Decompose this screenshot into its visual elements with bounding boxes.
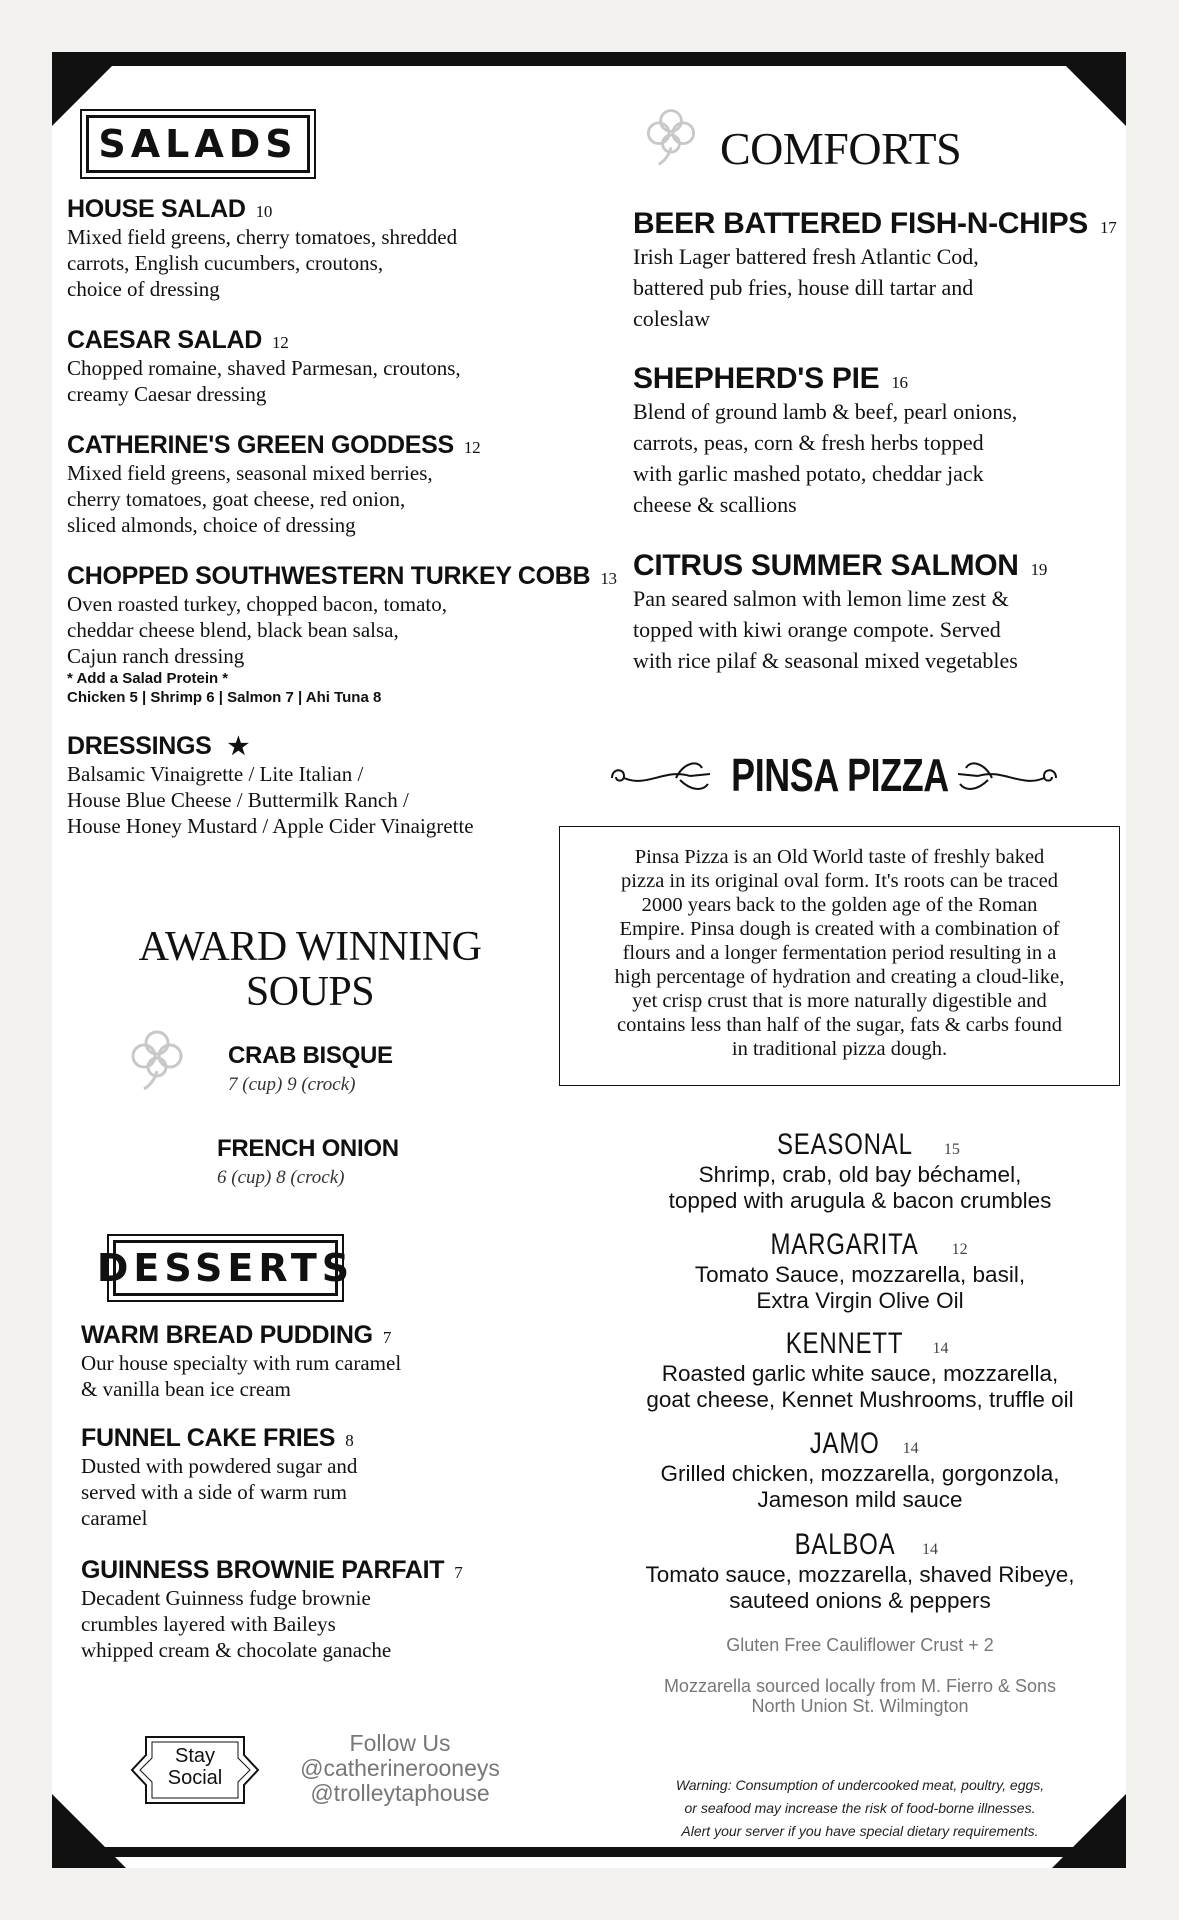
shamrock-icon (122, 1025, 192, 1095)
pizza-item (600, 1528, 1120, 1614)
protein-options: Chicken 5 | Shrimp 6 | Salmon 7 | Ahi Tuna 8 (67, 689, 382, 706)
item-name: FUNNEL CAKE FRIES (81, 1424, 336, 1452)
item-description: Tomato sauce, mozzarella, shaved Ribeye, sauteed onions & peppers (645, 1562, 1075, 1613)
item-name: CATHERINE'S GREEN GODDESS (67, 431, 454, 459)
dressings-list: Balsamic Vinaigrette / Lite Italian / House Blue Cheese / Buttermilk Ranch / House Honey Mustard / Apple Cider Vinaigrette (67, 762, 474, 838)
shamrock-icon (638, 104, 704, 170)
item-name: WARM BREAD PUDDING (81, 1321, 373, 1349)
item-price: 6 (cup) 8 (crock) (217, 1167, 345, 1188)
soup-item (228, 1042, 528, 1096)
item-description: Mixed field greens, seasonal mixed berries, cherry tomatoes, goat cheese, red onion, sliced almonds, choice of dressing (67, 461, 433, 537)
follow-us-block (290, 1731, 510, 1806)
item-description: Chopped romaine, shaved Parmesan, croutons, creamy Caesar dressing (67, 356, 461, 406)
pizza-item (600, 1427, 1120, 1513)
item-description: Irish Lager battered fresh Atlantic Cod, battered pub fries, house dill tartar and coleslaw (633, 244, 979, 331)
item-price: 7 (454, 1563, 463, 1582)
corner-ornament-top-right (1052, 52, 1126, 126)
comfort-item (633, 549, 1113, 676)
follow-us-label: Follow Us (349, 1730, 451, 1756)
pizza-item (600, 1228, 1120, 1314)
pinsa-heading-wrap (700, 748, 980, 802)
item-name: CRAB BISQUE (228, 1042, 393, 1069)
item-price: 12 (463, 438, 481, 457)
item-price: 15 (943, 1141, 960, 1158)
item-description: Dusted with powdered sugar and served with a side of warm rum caramel (81, 1454, 358, 1530)
dessert-item (81, 1321, 561, 1402)
item-description: Blend of ground lamb & beef, pearl onions, carrots, peas, corn & fresh herbs topped with garlic mashed potato, cheddar jack cheese & scallions (633, 399, 1018, 517)
food-safety-warning: Warning: Consumption of undercooked meat, poultry, eggs, or seafood may increase the risk of food-borne illnesses. Alert your server if you have special dietary requirements. (675, 1777, 1045, 1839)
item-price: 10 (255, 202, 273, 221)
item-name: SHEPHERD'S PIE (633, 362, 880, 395)
comfort-item (633, 207, 1117, 334)
item-price: 12 (272, 333, 289, 352)
soups-heading: AWARD WINNING SOUPS (138, 924, 482, 1015)
item-name: JAMO (810, 1427, 880, 1460)
corner-ornament-bottom-left (52, 1794, 126, 1868)
item-description: Grilled chicken, mozzarella, gorgonzola, Jameson mild sauce (660, 1461, 1060, 1512)
pizza-item (600, 1327, 1120, 1413)
item-name: SEASONAL (777, 1128, 913, 1161)
item-name: CITRUS SUMMER SALMON (633, 549, 1019, 582)
item-name: MARGARITA (770, 1228, 920, 1261)
soup-item (217, 1135, 517, 1189)
item-description: Oven roasted turkey, chopped bacon, tomato, cheddar cheese blend, black bean salsa, Cajun ranch dressing (67, 592, 448, 668)
bottom-border (52, 1847, 1126, 1857)
item-name: BEER BATTERED FISH-N-CHIPS (633, 207, 1088, 240)
salads-heading: SALADS (86, 115, 310, 173)
item-price: 14 (932, 1340, 949, 1357)
social-handle[interactable]: @catherinerooneys (300, 1755, 500, 1781)
item-price: 14 (922, 1541, 939, 1558)
dessert-item (81, 1424, 561, 1531)
salads-heading-box (80, 109, 316, 179)
mozzarella-note: Mozzarella sourced locally from M. Fierro & Sons North Union St. Wilmington (663, 1676, 1057, 1716)
social-handle[interactable]: @trolleytaphouse (310, 1780, 490, 1806)
item-name: CAESAR SALAD (67, 326, 263, 354)
item-description: Decadent Guinness fudge brownie crumbles layered with Baileys whipped cream & chocolate ganache (81, 1586, 392, 1662)
salad-item (67, 195, 567, 302)
stay-social-badge (128, 1733, 262, 1807)
dressings-section (67, 732, 587, 839)
top-border (52, 52, 1126, 66)
item-price: 16 (891, 373, 908, 392)
stay-label: Stay (174, 1745, 216, 1767)
item-price: 14 (902, 1440, 919, 1457)
desserts-heading: DESSERTS (113, 1240, 338, 1296)
desserts-heading-box (96, 1234, 355, 1302)
pinsa-intro: Pinsa Pizza is an Old World taste of freshly baked pizza in its original oval form. It's roots can be traced 2000 years back to the golden age of the Roman Empire. Pinsa dough is created with a combination of flours and a longer fermentation period resulting in a high percentage of hydration and creating a cloud-like, yet crisp crust that is more naturally digestible and contains less than half of the sugar, fats & carbs found in traditional pizza dough. (559, 826, 1120, 1086)
item-price: 19 (1030, 560, 1048, 579)
item-name: CHOPPED SOUTHWESTERN TURKEY COBB (67, 562, 591, 590)
item-name: BALBOA (794, 1528, 896, 1561)
item-description: Roasted garlic white sauce, mozzarella, goat cheese, Kennet Mushrooms, truffle oil (646, 1361, 1074, 1412)
item-name: GUINNESS BROWNIE PARFAIT (81, 1556, 445, 1584)
protein-note: * Add a Salad Protein * (67, 670, 229, 687)
item-description: Pan seared salmon with lemon lime zest & topped with kiwi orange compote. Served with rice pilaf & seasonal mixed vegetables (633, 586, 1018, 673)
item-description: Shrimp, crab, old bay béchamel, topped with arugula & bacon crumbles (668, 1162, 1052, 1213)
social-label: Social (167, 1767, 223, 1789)
item-price: 8 (345, 1431, 354, 1450)
item-price: 7 (cup) 9 (crock) (228, 1074, 356, 1095)
dessert-item (81, 1556, 561, 1663)
scroll-flourish-icon (952, 754, 1062, 800)
gluten-free-note: Gluten Free Cauliflower Crust + 2 (726, 1635, 994, 1655)
item-description: Our house specialty with rum caramel & vanilla bean ice cream (81, 1351, 402, 1401)
item-price: 13 (600, 569, 617, 588)
salad-item (67, 562, 617, 707)
item-description: Mixed field greens, cherry tomatoes, shredded carrots, English cucumbers, croutons, choice of dressing (67, 225, 458, 301)
salad-item (67, 431, 587, 538)
pinsa-heading: PINSA PIZZA (731, 749, 949, 801)
pizza-item (600, 1128, 1120, 1214)
item-name: FRENCH ONION (217, 1135, 399, 1162)
item-price: 12 (951, 1241, 968, 1258)
item-name: KENNETT (786, 1327, 904, 1360)
item-price: 7 (382, 1328, 392, 1347)
item-price: 17 (1100, 218, 1117, 237)
item-name: HOUSE SALAD (67, 195, 246, 223)
salad-item (67, 326, 567, 407)
item-description: Tomato Sauce, mozzarella, basil, Extra Virgin Olive Oil (694, 1262, 1026, 1313)
star-icon: ★ (227, 733, 249, 760)
comforts-heading: COMFORTS (720, 123, 962, 174)
comfort-item (633, 362, 1113, 520)
dressings-heading: DRESSINGS (67, 732, 212, 760)
